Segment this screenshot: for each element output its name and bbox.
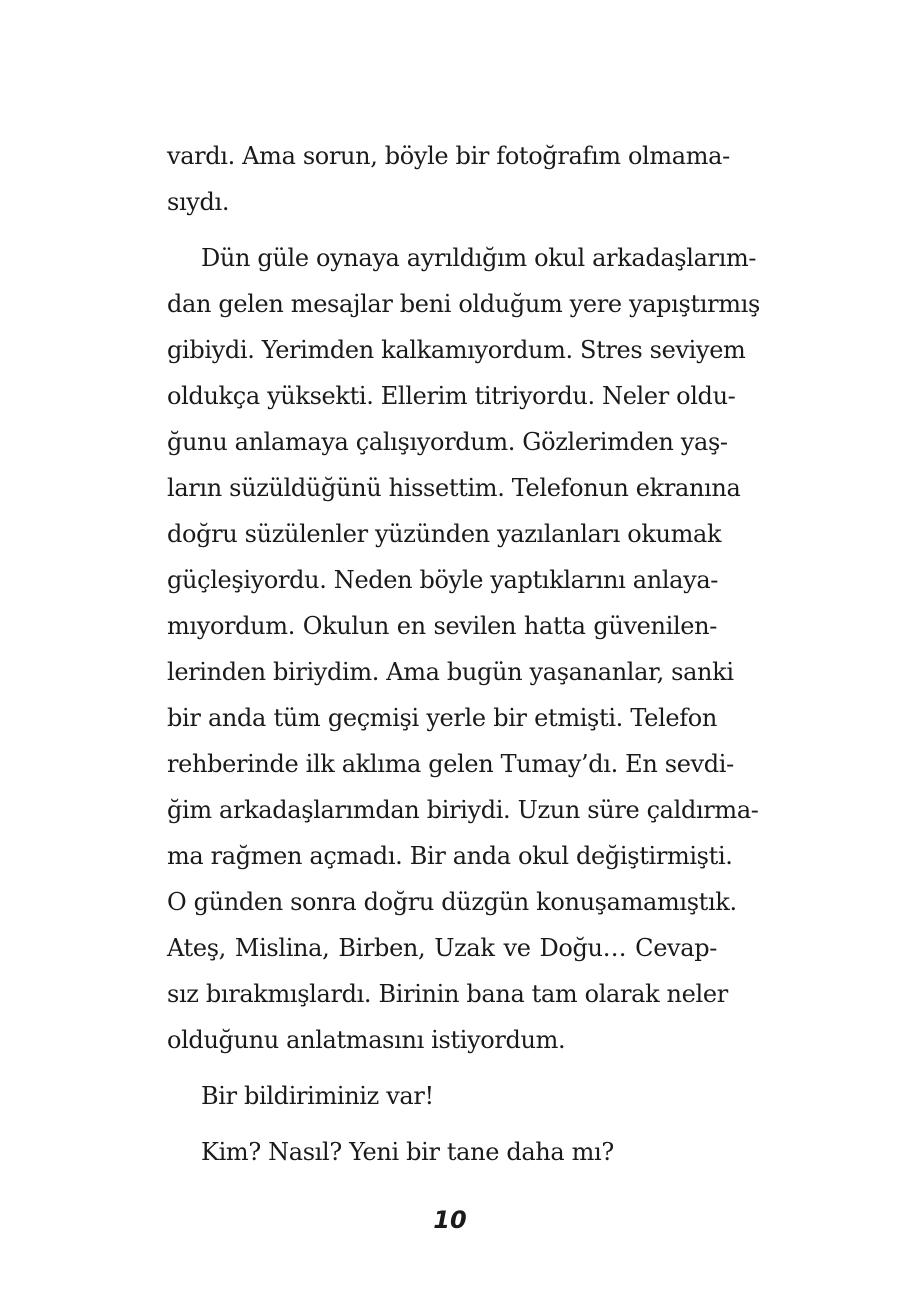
- page-number: 10: [433, 1206, 467, 1234]
- text-line: vardı. Ama sorun, böyle bir fotoğrafım olmama-: [167, 142, 730, 170]
- paragraph: [167, 133, 730, 225]
- text-line: dan gelen mesajlar beni olduğum yere yapıştırmış: [167, 290, 760, 318]
- text-line: ğunu anlamaya çalışıyordum. Gözlerimden yaş-: [167, 428, 728, 456]
- text-line: ğim arkadaşlarımdan biriydi. Uzun süre çaldırma-: [167, 796, 759, 824]
- text-line: O günden sonra doğru düzgün konuşamamıştık.: [167, 888, 737, 916]
- body-text: [167, 133, 760, 1175]
- text-line: oldukça yüksekti. Ellerim titriyordu. Neler oldu-: [167, 382, 736, 410]
- text-line: Ateş, Mislina, Birben, Uzak ve Doğu… Cevap-: [167, 934, 717, 962]
- paragraph: [167, 1073, 717, 1119]
- text-line: mıyordum. Okulun en sevilen hatta güvenilen-: [167, 612, 717, 640]
- text-line: ma rağmen açmadı. Bir anda okul değiştirmişti.: [167, 842, 733, 870]
- text-line: lerinden biriydim. Ama bugün yaşananlar, sanki: [167, 658, 734, 686]
- text-line: ların süzüldüğünü hissettim. Telefonun ekranına: [167, 474, 741, 502]
- text-line: sıydı.: [167, 188, 230, 216]
- text-line: gibiydi. Yerimden kalkamıyordum. Stres seviyem: [167, 336, 746, 364]
- text-line: bir anda tüm geçmişi yerle bir etmişti. Telefon: [167, 704, 717, 732]
- text-line: olduğunu anlatmasını istiyordum.: [167, 1026, 566, 1054]
- text-line: güçleşiyordu. Neden böyle yaptıklarını anlaya-: [167, 566, 719, 594]
- paragraph: [167, 1129, 717, 1175]
- text-line: sız bırakmışlardı. Birinin bana tam olarak neler: [167, 980, 728, 1008]
- text-line: doğru süzülenler yüzünden yazılanları okumak: [167, 520, 722, 548]
- text-line: Kim? Nasıl? Yeni bir tane daha mı?: [201, 1138, 614, 1166]
- paragraph: [167, 235, 760, 1063]
- text-line: Dün güle oynaya ayrıldığım okul arkadaşlarım-: [201, 244, 757, 272]
- text-line: Bir bildiriminiz var!: [201, 1082, 434, 1110]
- text-line: rehberinde ilk aklıma gelen Tumay’dı. En sevdi-: [167, 750, 734, 778]
